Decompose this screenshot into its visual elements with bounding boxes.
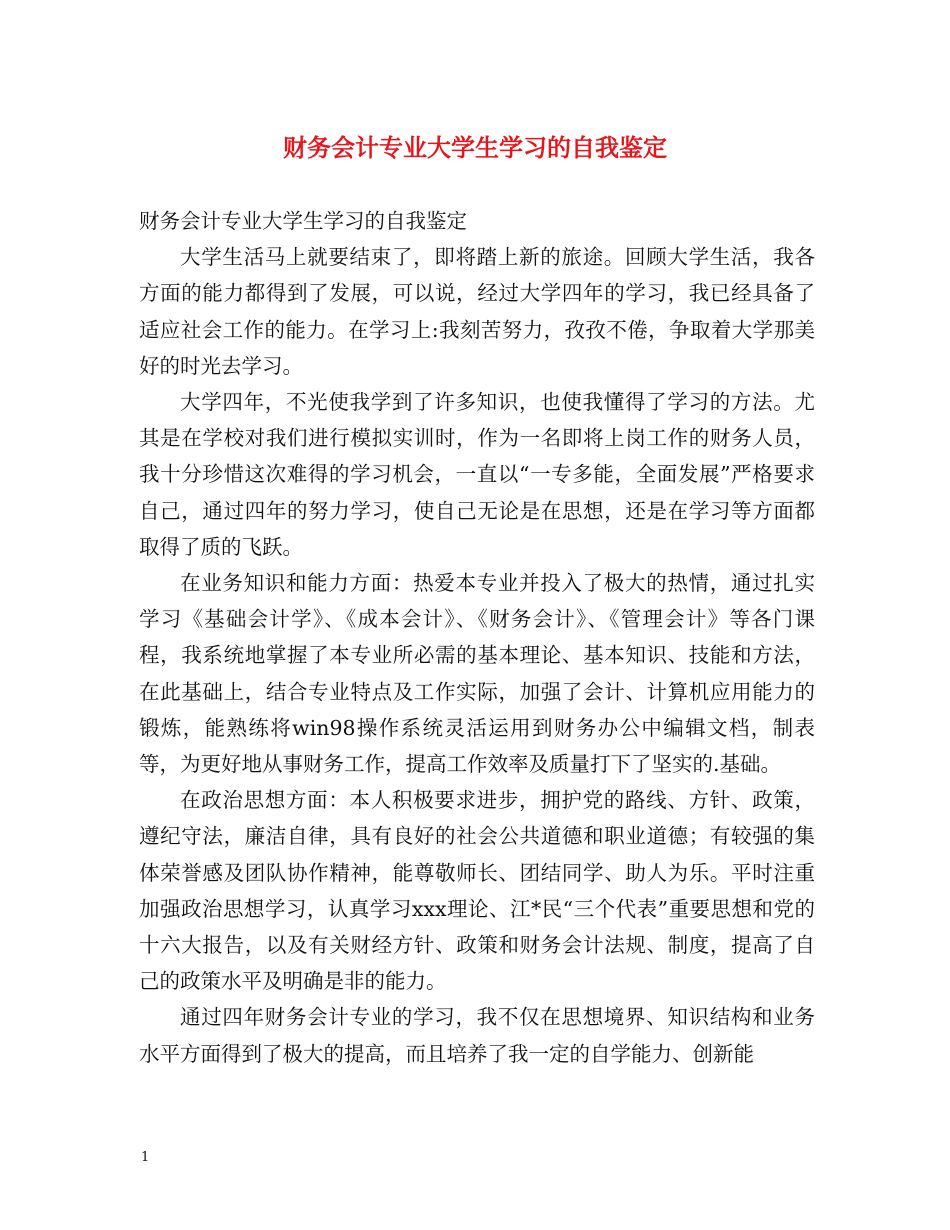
- document-body: [139, 203, 815, 1072]
- body-paragraph: 大学四年，不光使我学到了许多知识，也使我懂得了学习的方法。尤其是在学校对我们进行模拟实训时，作为一名即将上岗工作的财务人员，我十分珍惜这次难得的学习机会，一直以“一专多能，全面发展”严格要求自己，通过四年的努力学习，使自己无论是在思想，还是在学习等方面都取得了质的飞跃。: [139, 390, 815, 559]
- body-paragraph: 大学生活马上就要结束了，即将踏上新的旅途。回顾大学生活，我各方面的能力都得到了发展，可以说，经过大学四年的学习，我已经具备了适应社会工作的能力。在学习上:我刻苦努力，孜孜不倦，争取着大学那美好的时光去学习。: [139, 245, 815, 378]
- page-number: 1: [141, 1150, 150, 1165]
- body-paragraph: 在业务知识和能力方面：热爱本专业并投入了极大的热情，通过扎实学习《基础会计学》、《成本会计》、《财务会计》、《管理会计》等各门课程，我系统地掌握了本专业所必需的基本理论、基本知识、技能和方法，在此基础上，结合专业特点及工作实际，加强了会计、计算机应用能力的锻炼，能熟练将win98操作系统灵活运用到财务办公中编辑文档，制表等，为更好地从事财务工作，提高工作效率及质量打下了坚实的.基础。: [139, 571, 815, 777]
- body-heading: 财务会计专业大学生学习的自我鉴定: [139, 209, 467, 233]
- document-title: 财务会计专业大学生学习的自我鉴定: [283, 133, 667, 162]
- body-paragraph: 在政治思想方面：本人积极要求进步，拥护党的路线、方针、政策，遵纪守法，廉洁自律，具有良好的社会公共道德和职业道德；有较强的集体荣誉感及团队协作精神，能尊敬师长、团结同学、助人为乐。平时注重加强政治思想学习，认真学习xxx理论、江*民“三个代表”重要思想和党的十六大报告，以及有关财经方针、政策和财务会计法规、制度，提高了自己的政策水平及明确是非的能力。: [139, 788, 815, 994]
- body-paragraph: 通过四年财务会计专业的学习，我不仅在思想境界、知识结构和业务水平方面得到了极大的提高，而且培养了我一定的自学能力、创新能: [139, 1005, 815, 1066]
